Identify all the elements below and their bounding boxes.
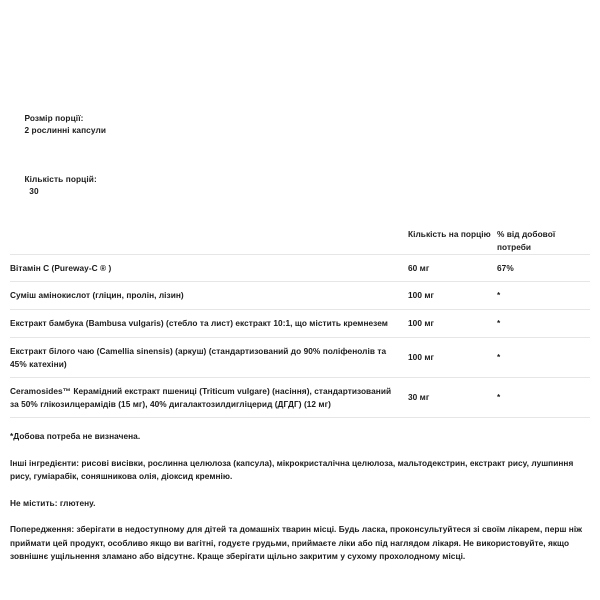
- serving-size-label: Розмір порції:: [24, 113, 86, 123]
- ingredient-daily-value: *: [497, 282, 590, 310]
- ingredient-amount: 60 мг: [408, 254, 497, 282]
- free-from-note: Не містить: глютену.: [10, 497, 96, 508]
- ingredient-daily-value: 67%: [497, 254, 590, 282]
- table-row: [10, 282, 590, 310]
- servings-count-value: 30: [24, 186, 39, 196]
- ingredient-name: Ceramosides™ Керамідний екстракт пшениці (Triticum vulgare) (насіння), стандартизований за 50% глікозилцерамідів (15 мг), 40% дигалактозилдигліцерид (ДГДГ) (12 мг): [10, 378, 408, 418]
- column-header-amount-per-serving: Кількість на порцію: [408, 222, 497, 254]
- warning-note: Попередження: зберігати в недоступному для дітей та домашніх тварин місці. Будь ласка, проконсультуйтеся зі своїм лікарем, перш ніж приймати цей продукт, особливо якщо ви вагітні, годуєте грудьми, приймаєте ліки або під наглядом лікаря. Не використовуйте, якщо зовнішнє ущільнення зламано або відсутнє. Краще зберігати щільно закритим у сухому прохолодному місці.: [10, 524, 583, 561]
- ingredient-amount: 100 мг: [408, 282, 497, 310]
- table-row: [10, 309, 590, 338]
- ingredient-name: Екстракт білого чаю (Camellia sinensis) (аркуш) (стандартизований до 90% поліфенолів та 45% катехіни): [10, 338, 408, 378]
- ingredient-name: Екстракт бамбука (Bambusa vulgaris) (стебло та лист) екстракт 10:1, що містить кремнезем: [10, 309, 408, 338]
- table-header: [10, 222, 590, 254]
- ingredient-amount: 100 мг: [408, 338, 497, 378]
- serving-size-line: [10, 100, 590, 148]
- table-row: [10, 338, 590, 378]
- column-header-name: [10, 222, 408, 254]
- serving-size-value: 2 рослинні капсули: [24, 125, 107, 135]
- ingredient-amount: 100 мг: [408, 309, 497, 338]
- ingredient-name: Суміш амінокислот (гліцин, пролін, лізин): [10, 282, 408, 310]
- column-header-percent-daily-value: % від добової потреби: [497, 222, 590, 254]
- other-ingredients-note: Інші інгредієнти: рисові висівки, рослинна целюлоза (капсула), мікрокристалічна целюлоза, мальтодекстрин, екстракт рису, лушпиння рису, гуміарабік, соняшникова олія, діоксид кремнію.: [10, 457, 574, 481]
- serving-information: [10, 0, 590, 209]
- ingredient-daily-value: *: [497, 378, 590, 418]
- table-row: [10, 254, 590, 282]
- servings-count-line: [10, 161, 590, 209]
- supplement-facts-table: [10, 222, 590, 418]
- ingredient-daily-value: *: [497, 338, 590, 378]
- ingredient-daily-value: *: [497, 309, 590, 338]
- footnotes-section: [10, 430, 590, 564]
- servings-count-label: Кількість порцій:: [24, 174, 100, 184]
- table-header-row: [10, 222, 590, 254]
- ingredient-amount: 30 мг: [408, 378, 497, 418]
- table-row: [10, 378, 590, 418]
- daily-value-footnote: *Добова потреба не визначена.: [10, 431, 141, 441]
- ingredient-name: Вітамін C (Pureway-C ® ): [10, 254, 408, 282]
- table-body: [10, 254, 590, 418]
